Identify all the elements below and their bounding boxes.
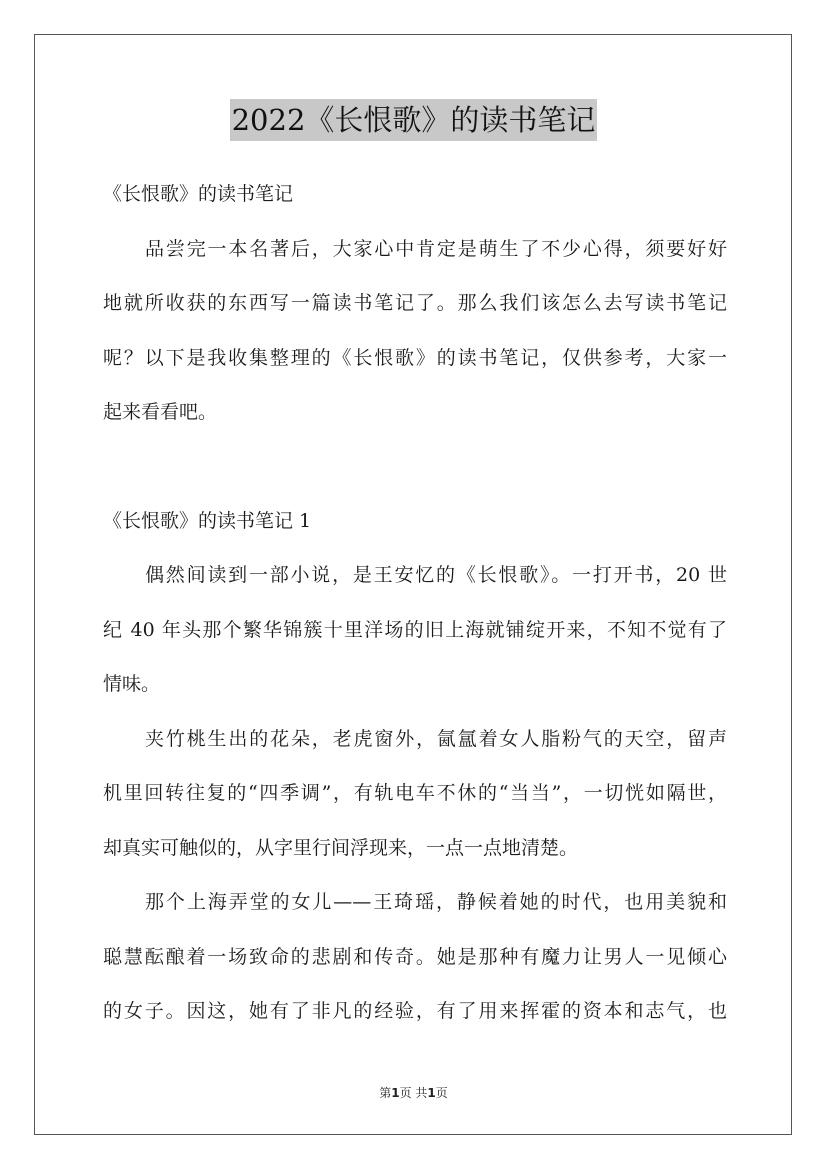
footer-mid: 页 共 bbox=[399, 1086, 428, 1100]
paragraph-line: 机里回转往复的“四季调”，有轨电车不休的“当当”，一切恍如隔世， bbox=[103, 782, 727, 804]
paragraph-line: 品尝完一本名著后，大家心中肯定是萌生了不少心得，须要好好 bbox=[145, 238, 727, 260]
paragraph-line: 夹竹桃生出的花朵，老虎窗外，氤氲着女人脂粉气的天空，留声 bbox=[145, 728, 727, 750]
paragraph-line: 起来看看吧。 bbox=[103, 401, 218, 423]
footer-page-current: 1 bbox=[391, 1086, 400, 1100]
footer-suffix: 页 bbox=[435, 1086, 448, 1100]
paragraph-line: 那个上海弄堂的女儿——王琦瑶，静候着她的时代，也用美貌和 bbox=[145, 891, 727, 913]
paragraph-line: 地就所收获的东西写一篇读书笔记了。那么我们该怎么去写读书笔记 bbox=[103, 292, 727, 314]
paragraph-line: 情味。 bbox=[103, 673, 161, 695]
page-footer bbox=[0, 1085, 827, 1101]
section-heading-intro: 《长恨歌》的读书笔记 bbox=[103, 183, 294, 205]
document-title: 2022《长恨歌》的读书笔记 bbox=[230, 99, 598, 141]
paragraph-line: 却真实可触似的，从字里行间浮现来，一点一点地清楚。 bbox=[103, 837, 579, 859]
paragraph-line: 纪 40 年头那个繁华锦簇十里洋场的旧上海就铺绽开来，不知不觉有了 bbox=[103, 619, 727, 641]
paragraph-line: 偶然间读到一部小说，是王安忆的《长恨歌》。一打开书，20 世 bbox=[145, 564, 727, 586]
paragraph-line: 的女子。因这，她有了非凡的经验，有了用来挥霍的资本和志气，也 bbox=[103, 1000, 727, 1022]
section-heading-1: 《长恨歌》的读书笔记 1 bbox=[103, 510, 312, 532]
paragraph-line: 呢？以下是我收集整理的《长恨歌》的读书笔记，仅供参考，大家一 bbox=[103, 347, 727, 369]
footer-page-total: 1 bbox=[427, 1086, 436, 1100]
title-container bbox=[0, 99, 827, 141]
paragraph-line: 聪慧酝酿着一场致命的悲剧和传奇。她是那种有魔力让男人一见倾心 bbox=[103, 946, 727, 968]
footer-prefix: 第 bbox=[379, 1086, 392, 1100]
